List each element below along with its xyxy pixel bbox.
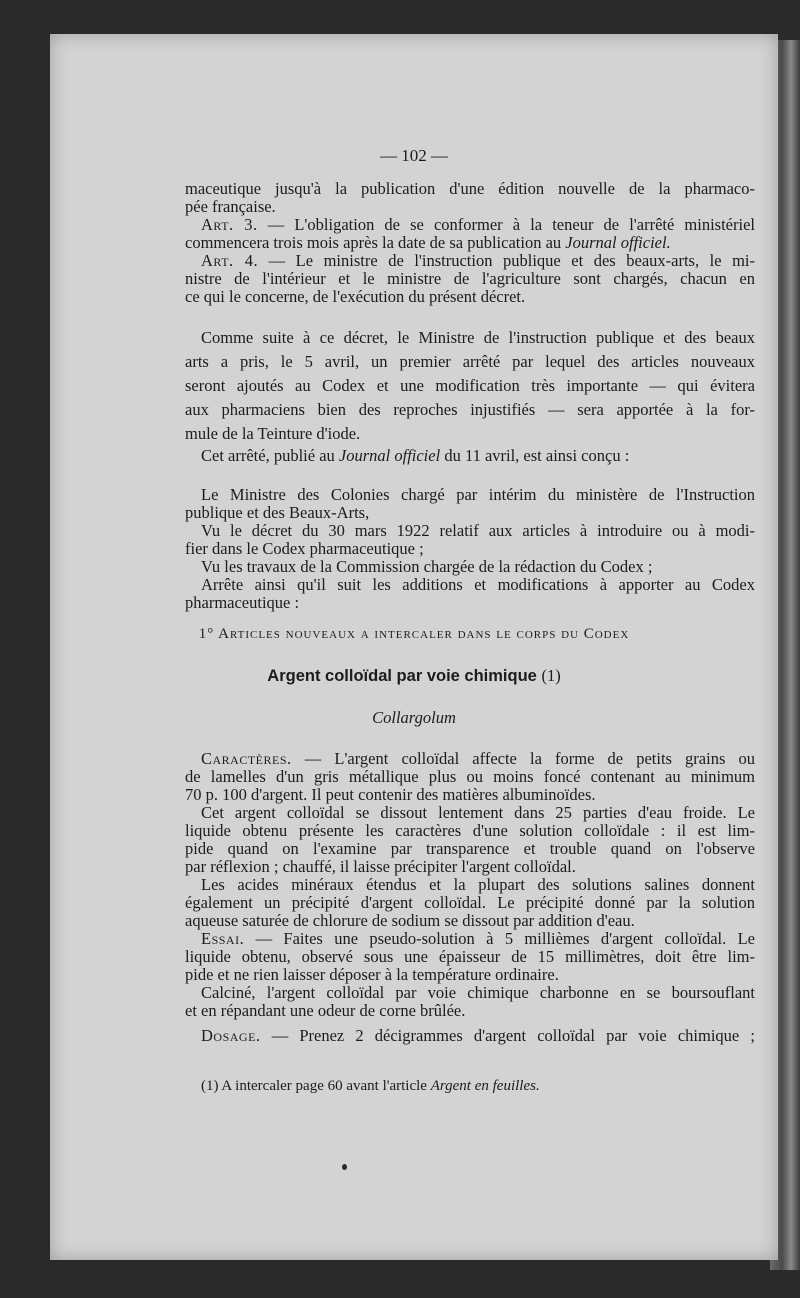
body-line: Cet argent colloïdal se dissout lentement dans 25 parties d'eau froide. Le (201, 803, 755, 822)
footnote-ref: (1) (541, 666, 561, 685)
caracteres-label: Caractères. (201, 749, 292, 768)
dosage-label: Dosage. (201, 1026, 261, 1045)
body-text: — L'argent colloïdal affecte la forme de petits grains ou (291, 749, 755, 768)
section-heading: 1° Articles nouveaux a intercaler dans le corps du Codex (198, 626, 630, 642)
ink-speck (342, 1164, 347, 1170)
decree-line: pée française. (185, 197, 276, 216)
body-line: aqueuse saturée de chlorure de sodium se dissout par addition d'eau. (185, 911, 635, 930)
commentary-line: Comme suite à ce décret, le Ministre de l'instruction publique et des beaux (201, 328, 755, 347)
preamble-line: Arrête ainsi qu'il suit les additions et modifications à apporter au Codex (201, 575, 755, 594)
decree-line: ce qui le concerne, de l'exécution du présent décret. (185, 287, 526, 306)
body-line: Calciné, l'argent colloïdal par voie chimique charbonne en se boursouflant (201, 983, 755, 1002)
body-line: également un précipité d'argent colloïdal. Le précipité donné par la solution (185, 893, 755, 912)
body-line: liquide obtenu présente les caractères d'une solution colloïdale : il est lim- (185, 821, 755, 840)
page-number: — 102 — (380, 146, 448, 165)
body-line: pide et ne rien laisser déposer à la température ordinaire. (185, 965, 559, 984)
preamble-line: Vu le décret du 30 mars 1922 relatif aux articles à introduire ou à modi- (201, 521, 755, 540)
commentary-text: du 11 avril, est ainsi conçu : (440, 446, 630, 465)
preamble-line: Vu les travaux de la Commission chargée de la rédaction du Codex ; (201, 557, 653, 576)
body-line: de lamelles d'un gris métallique plus ou moins foncé contenant au minimum (185, 767, 755, 786)
decree-article-3 (201, 216, 755, 234)
body-line: 70 p. 100 d'argent. Il peut contenir des matières albuminoïdes. (185, 785, 596, 804)
commentary-line (201, 447, 629, 465)
body-line (201, 930, 755, 948)
decree-article-4 (201, 252, 755, 270)
body-line: Les acides minéraux étendus et la plupart des solutions salines donnent (201, 875, 755, 894)
article-title (50, 666, 778, 686)
commentary-line: aux pharmaciens bien des reproches injustifiés — sera apportée à la for- (185, 400, 755, 419)
preamble-line: publique et des Beaux-Arts, (185, 503, 370, 522)
preamble-line: Le Ministre des Colonies chargé par intérim du ministère de l'Instruction (201, 485, 755, 504)
body-text: — Faites une pseudo-solution à 5 millièmes d'argent colloïdal. Le (244, 929, 755, 948)
journal-reference: Journal officiel (338, 446, 441, 465)
preamble-line: fier dans le Codex pharmaceutique ; (185, 539, 424, 558)
article-title-text: Argent colloïdal par voie chimique (267, 667, 537, 685)
document-page (50, 34, 778, 1260)
body-line (201, 750, 755, 768)
article-label: Art. 3. (201, 215, 258, 234)
commentary-text: Cet arrêté, publié au (201, 446, 339, 465)
footnote-italic: Argent en feuilles. (430, 1078, 540, 1094)
article-label: Art. 4. (201, 251, 259, 270)
article-subtitle: Collargolum (372, 708, 456, 727)
decree-text: — L'obligation de se conformer à la teneur de l'arrêté ministériel (257, 215, 755, 234)
footnote-marker: (1) (201, 1078, 219, 1094)
decree-line (185, 234, 671, 252)
commentary-line: mule de la Teinture d'iode. (185, 424, 361, 443)
body-line: pide quand on l'examine par transparence et trouble quand on l'observe (185, 839, 755, 858)
body-line: et en répandant une odeur de corne brûlée. (185, 1001, 466, 1020)
body-line: liquide obtenu, observé sous une épaisseur de 15 millimètres, doit être lim- (185, 947, 755, 966)
body-line (201, 1027, 755, 1045)
decree-text: — Le ministre de l'instruction publique et des beaux-arts, le mi- (258, 251, 755, 270)
decree-line: nistre de l'intérieur et le ministre de l'agriculture sont chargés, chacun en (185, 269, 755, 288)
decree-text: commencera trois mois après la date de sa publication au (185, 233, 566, 252)
commentary-line: seront ajoutés au Codex et une modification très importante — qui évitera (185, 376, 755, 395)
body-text: — Prenez 2 décigrammes d'argent colloïdal par voie chimique ; (260, 1026, 755, 1045)
essai-label: Essai. (201, 929, 245, 948)
body-line: par réflexion ; chauffé, il laisse précipiter l'argent colloïdal. (185, 857, 576, 876)
preamble-line: pharmaceutique : (185, 593, 300, 612)
journal-reference: Journal officiel. (565, 233, 671, 252)
decree-line: maceutique jusqu'à la publication d'une édition nouvelle de la pharmaco- (185, 179, 755, 198)
footnote (201, 1077, 540, 1095)
commentary-line: arts a pris, le 5 avril, un premier arrêté par lequel des articles nouveaux (185, 352, 755, 371)
footnote-text: A intercaler page 60 avant l'article (218, 1078, 431, 1094)
